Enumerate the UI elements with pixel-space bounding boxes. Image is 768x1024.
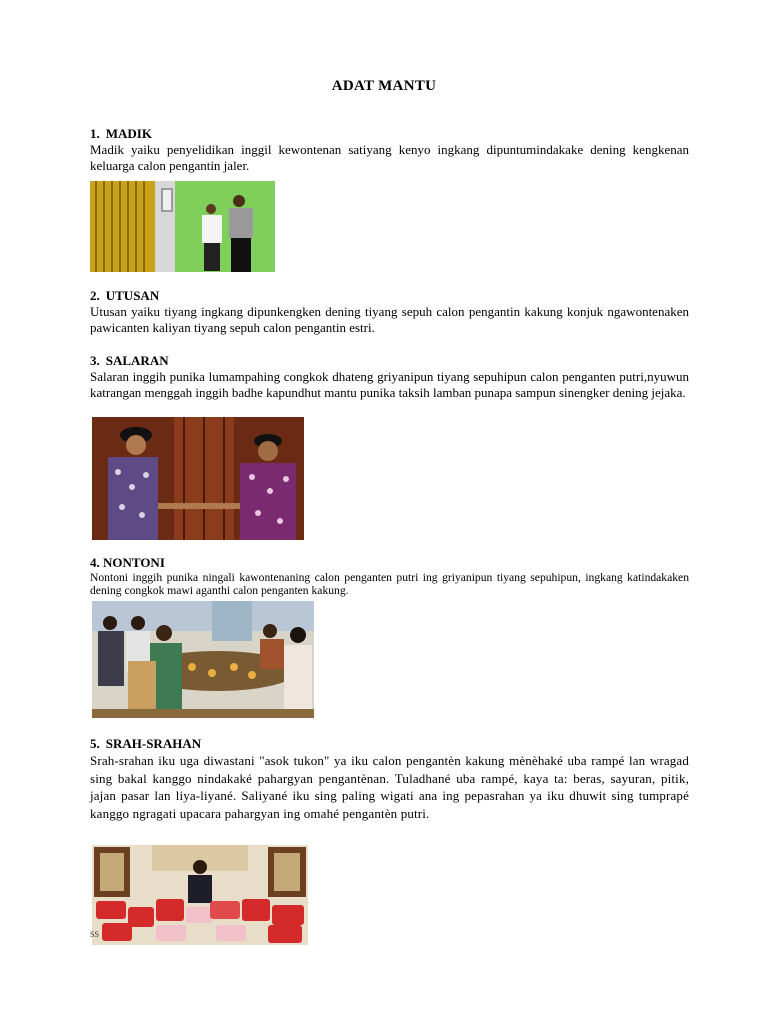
section-text: Nontoni inggih punika ningali kawontenaning calon penganten putri ing griyanipun tiyang sepuhipun, ingkang katindakaken dening congkok mawi aganthi calon penganten kakung. [90, 571, 689, 597]
section-madik [90, 126, 689, 174]
page-title: ADAT MANTU [331, 78, 437, 94]
section-number: 3. [90, 353, 100, 368]
page-mark: SS [90, 930, 99, 939]
section-title: SALARAN [105, 353, 169, 368]
section-heading [90, 736, 689, 752]
section-utusan [90, 288, 689, 336]
section-number: 4. [90, 555, 100, 570]
section-salaran [90, 353, 689, 401]
photo-salaran [92, 417, 304, 540]
photo-srah-srahan [92, 845, 308, 945]
section-title: UTUSAN [105, 288, 160, 303]
section-title: SRAH-SRAHAN [105, 736, 202, 751]
section-heading [90, 353, 689, 369]
section-text: Madik yaiku penyelidikan inggil kewontenan satiyang kenyo ingkang dipuntumindakake dening kengkenan keluarga calon pengantin jaler. [90, 142, 689, 173]
section-nontoni [90, 555, 689, 597]
section-number: 2. [90, 288, 100, 303]
section-text: Srah-srahan iku uga diwastani "asok tukon" ya iku calon pengantèn kakung mènèhaké uba rampé lan wragad sing bakal kanggo nindakaké pahargyan pengantènan. Tuladhané uba rampé, kaya ta: beras, sayuran, pitik, jajan pasar lan liya-liyané. Saliyané iku sing paling wigati ana ing pepasrahan ya iku dhuwit sing tumprapé kanggo ngragati upacara pahargyan ing omahé pengantèn putri. [90, 753, 689, 821]
section-text: Salaran inggih punika lumampahing congkok dhateng griyanipun tiyang sepuhipun calon penganten putri,nyuwun katrangan menggah inggih badhe kapundhut mantu punika taksih lamban punapa sampun sinengker dening jejaka. [90, 369, 689, 400]
section-heading [90, 288, 689, 304]
section-title: NONTONI [103, 555, 165, 570]
photo-nontoni [92, 601, 314, 718]
section-number: 1. [90, 126, 100, 141]
photo-madik [90, 181, 275, 272]
section-srah-srahan [90, 736, 689, 822]
section-number: 5. [90, 736, 100, 751]
section-title: MADIK [105, 126, 152, 141]
section-heading [90, 555, 689, 571]
section-text: Utusan yaiku tiyang ingkang dipunkengken dening tiyang sepuh calon pengantin kakung konjuk ngawontenaken pawicanten kaliyan tiyang sepuh calon pengantin estri. [90, 304, 689, 335]
section-heading [90, 126, 689, 142]
